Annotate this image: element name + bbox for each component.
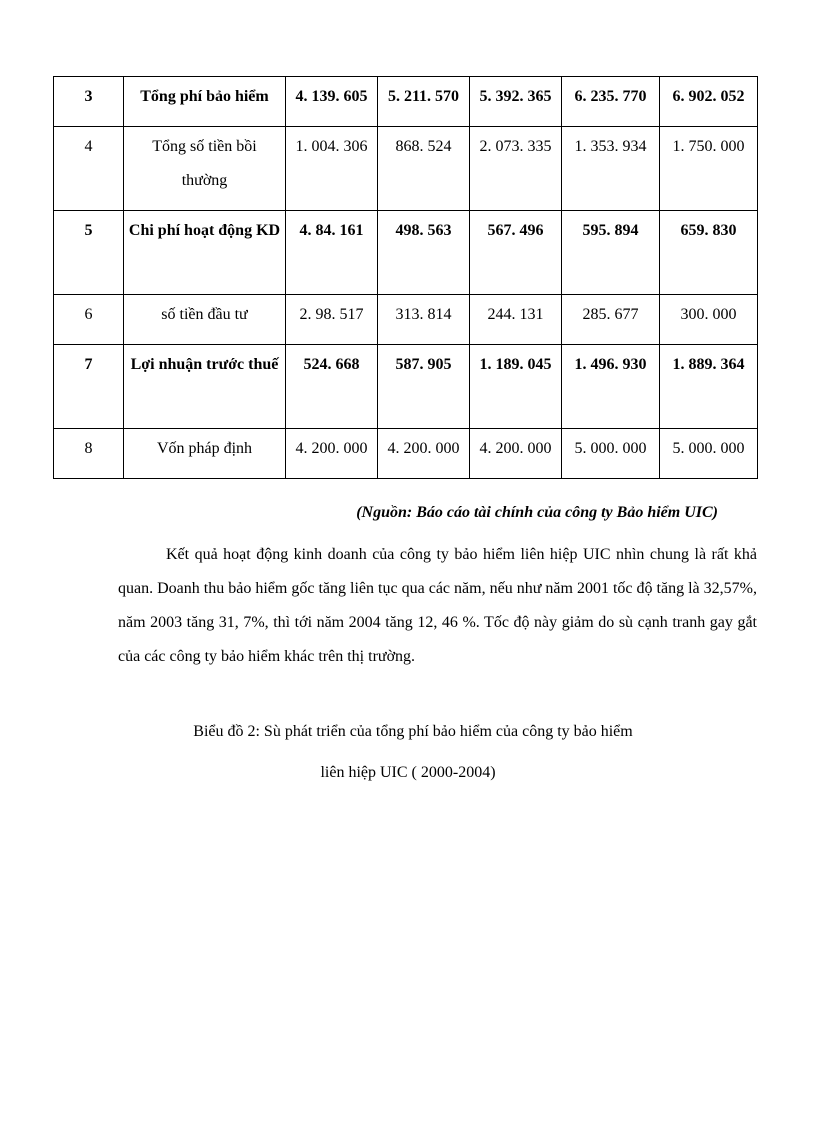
cell-2001: 498. 563 [378, 211, 470, 295]
cell-2002: 244. 131 [470, 295, 562, 345]
cell-2003: 595. 894 [562, 211, 660, 295]
row-label: Chi phí hoạt động KD [124, 211, 286, 295]
cell-2000: 524. 668 [286, 345, 378, 429]
cell-2001: 4. 200. 000 [378, 429, 470, 479]
cell-2002: 2. 073. 335 [470, 127, 562, 211]
cell-2003: 5. 000. 000 [562, 429, 660, 479]
table-row [54, 211, 758, 295]
table-row [54, 429, 758, 479]
cell-2003: 1. 496. 930 [562, 345, 660, 429]
cell-2004: 300. 000 [660, 295, 758, 345]
cell-2004: 6. 902. 052 [660, 77, 758, 127]
financial-results-table [53, 76, 758, 479]
cell-2004: 5. 000. 000 [660, 429, 758, 479]
row-index: 5 [54, 211, 124, 295]
row-label: Lợi nhuận trước thuế [124, 345, 286, 429]
cell-2000: 4. 84. 161 [286, 211, 378, 295]
cell-2003: 285. 677 [562, 295, 660, 345]
table-row [54, 345, 758, 429]
row-index: 3 [54, 77, 124, 127]
cell-2001: 5. 211. 570 [378, 77, 470, 127]
cell-2004: 1. 750. 000 [660, 127, 758, 211]
table-row [54, 295, 758, 345]
cell-2002: 4. 200. 000 [470, 429, 562, 479]
row-label: Tổng số tiền bồi thường [124, 127, 286, 211]
cell-2002: 5. 392. 365 [470, 77, 562, 127]
cell-2000: 4. 200. 000 [286, 429, 378, 479]
cell-2000: 4. 139. 605 [286, 77, 378, 127]
cell-2001: 868. 524 [378, 127, 470, 211]
cell-2003: 6. 235. 770 [562, 77, 660, 127]
cell-2001: 587. 905 [378, 345, 470, 429]
row-index: 6 [54, 295, 124, 345]
cell-2004: 1. 889. 364 [660, 345, 758, 429]
row-index: 4 [54, 127, 124, 211]
chart-caption-line-2: liên hiệp UIC ( 2000-2004) [320, 764, 496, 781]
row-index: 7 [54, 345, 124, 429]
cell-2002: 1. 189. 045 [470, 345, 562, 429]
body-paragraph: Kết quả hoạt động kinh doanh của công ty bảo hiểm liên hiệp UIC nhìn chung là rất khả quan. Doanh thu bảo hiểm gốc tăng liên tục qua các năm, nếu như năm 2001 tốc độ tăng là 32,57%, năm 2003 tăng 31, 7%, thì tới năm 2004 tăng 12, 46 %. Tốc độ này giảm do sù cạnh tranh gay gắt của các công ty bảo hiểm khác trên thị trường. [118, 546, 757, 665]
row-label: Vốn pháp định [124, 429, 286, 479]
table-row [54, 127, 758, 211]
cell-2002: 567. 496 [470, 211, 562, 295]
cell-2000: 1. 004. 306 [286, 127, 378, 211]
cell-2004: 659. 830 [660, 211, 758, 295]
table-row [54, 77, 758, 127]
cell-2003: 1. 353. 934 [562, 127, 660, 211]
row-index: 8 [54, 429, 124, 479]
row-label: Tổng phí bảo hiểm [124, 77, 286, 127]
cell-2000: 2. 98. 517 [286, 295, 378, 345]
cell-2001: 313. 814 [378, 295, 470, 345]
row-label: số tiền đầu tư [124, 295, 286, 345]
source-note: (Nguồn: Báo cáo tài chính của công ty Bảo hiểm UIC) [356, 504, 718, 521]
chart-caption-line-1: Biểu đồ 2: Sù phát triển của tổng phí bảo hiểm của công ty bảo hiểm [193, 723, 633, 740]
